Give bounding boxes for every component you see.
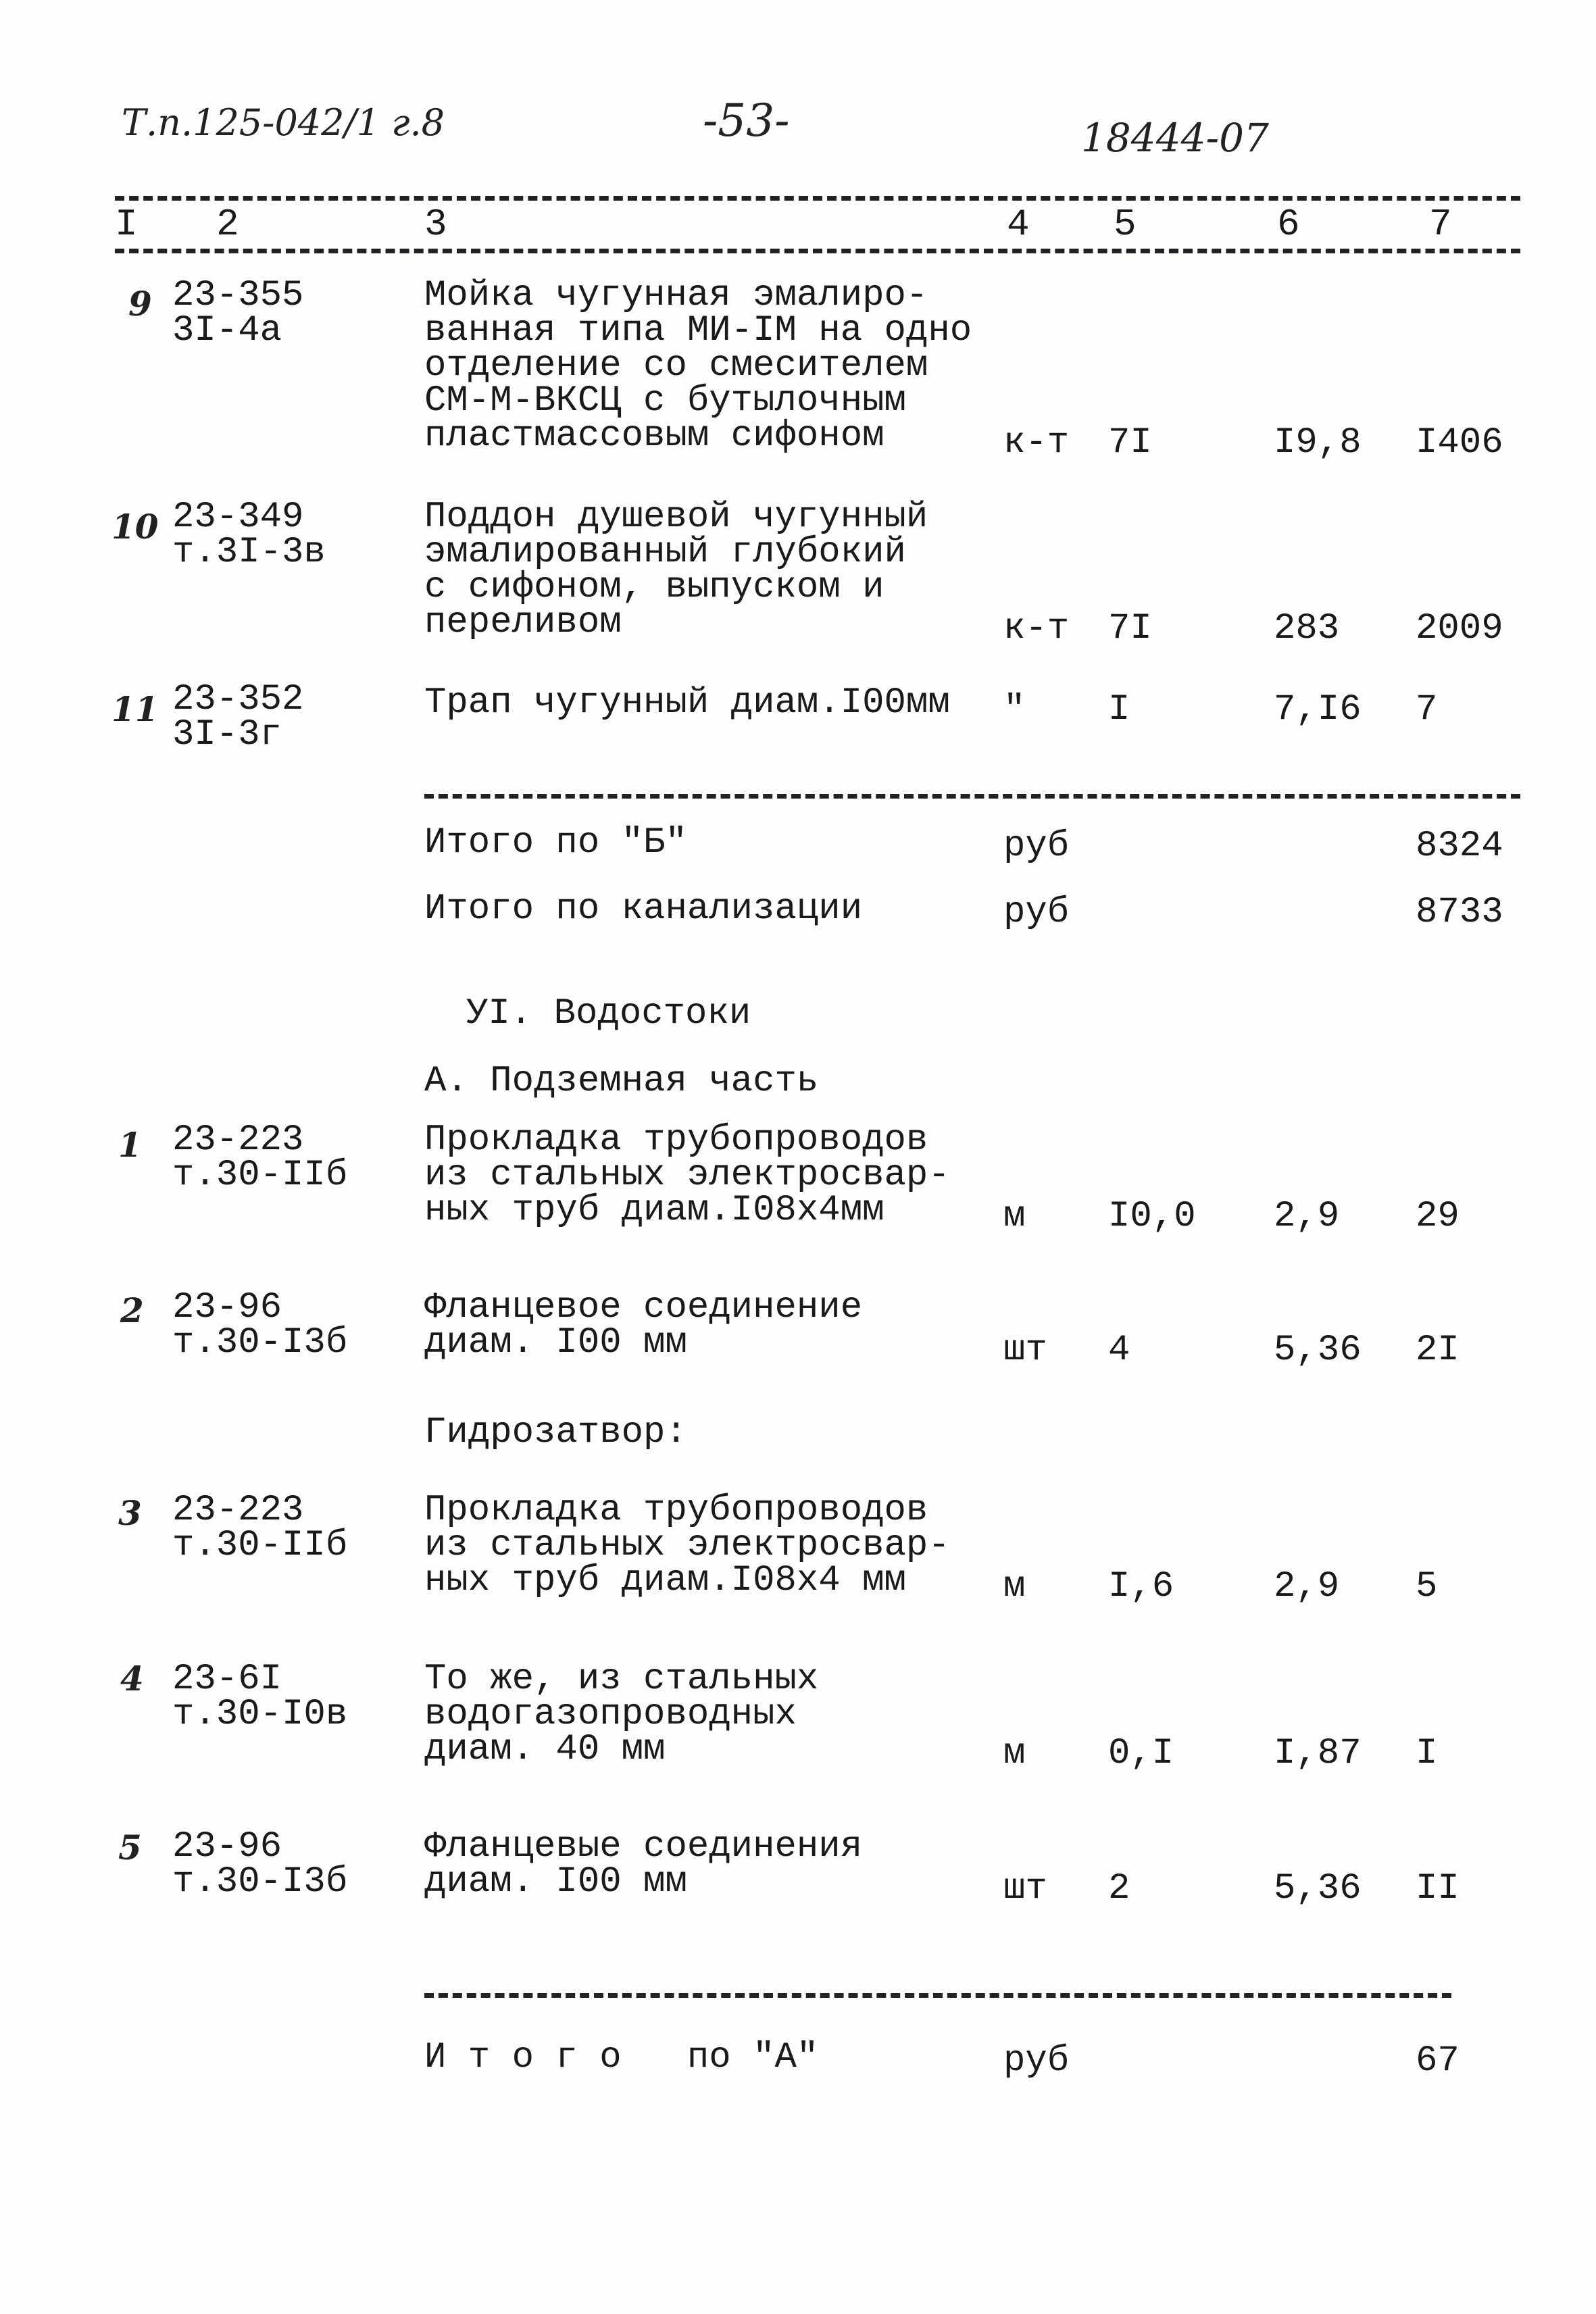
unit: м [1003,1196,1026,1237]
unit-price: 2,9 [1274,1566,1340,1607]
section-heading: УI. Водостоки [466,993,751,1034]
unit-price: 5,36 [1274,1868,1362,1909]
quantity: I,6 [1108,1566,1174,1607]
norm-code: 23-96 т.30-I3б [172,1287,348,1363]
col-1: I [115,203,138,246]
total-value: 8733 [1416,892,1503,933]
norm-code: 23-349 т.3I-3в [172,497,326,573]
row-number: 10 [111,507,159,547]
norm-code: 23-96 т.30-I3б [172,1826,348,1903]
total-unit: руб [1003,2040,1070,2082]
norm-code: 23-223 т.30-IIб [172,1120,348,1196]
unit: м [1003,1733,1026,1774]
item-description: Поддон душевой чугунный эмалированный глубокий с сифоном, выпуском и переливом [424,497,928,643]
row-number: 5 [118,1828,142,1867]
item-description: Прокладка трубопроводов из стальных электросвар- ных труб диам.I08х4мм [424,1120,950,1231]
row-number: 2 [120,1290,144,1330]
unit-price: 2,9 [1274,1196,1340,1237]
document-number: Т.п.125-042/1 г.8 [122,101,445,144]
reference-number: 18444-07 [1081,115,1269,161]
unit-price: 7,I6 [1274,689,1362,730]
total-cost: II [1416,1868,1460,1909]
unit: шт [1003,1330,1047,1371]
norm-code: 23-6I т.30-I0в [172,1659,348,1735]
header-bottom-rule [115,249,1520,253]
total-value: 67 [1416,2040,1460,2082]
col-5: 5 [1114,203,1137,246]
total-label: И т о г о по "А" [424,2037,819,2078]
total-label: Итого по канализации [424,888,863,930]
unit: к-т [1003,422,1070,463]
total-cost: 7 [1416,689,1438,730]
total-value: 8324 [1416,826,1503,867]
unit: шт [1003,1868,1047,1909]
unit-price: 283 [1274,608,1340,649]
page-number: -53- [703,95,790,147]
total-cost: I406 [1416,422,1503,463]
item-description: Прокладка трубопроводов из стальных электросвар- ных труб диам.I08х4 мм [424,1490,950,1601]
row-number: 9 [128,284,152,324]
total-a-rule [424,1993,1451,1998]
row-number: 4 [120,1659,144,1699]
subsection-heading: А. Подземная часть [424,1061,819,1102]
col-2: 2 [216,203,239,246]
quantity: 7I [1108,608,1152,649]
norm-code: 23-223 т.30-IIб [172,1490,348,1566]
total-cost: 2I [1416,1330,1460,1371]
item-description: Трап чугунный диам.I00мм [424,682,950,724]
item-description: То же, из стальных водогазопроводных диам. 40 мм [424,1659,819,1770]
col-6: 6 [1277,203,1300,246]
quantity: I [1108,689,1130,730]
item-description: Фланцевые соединения диам. I00 мм [424,1826,863,1903]
quantity: I0,0 [1108,1196,1196,1237]
hydroseal-heading: Гидрозатвор: [424,1412,687,1453]
unit-price: I,87 [1274,1733,1362,1774]
unit-price: 5,36 [1274,1330,1362,1371]
col-4: 4 [1007,203,1030,246]
col-7: 7 [1429,203,1452,246]
header-top-rule [115,196,1520,201]
unit-price: I9,8 [1274,422,1362,463]
row-number: 1 [118,1125,142,1165]
quantity: 7I [1108,422,1152,463]
row-number: 11 [111,689,159,729]
col-3: 3 [424,203,447,246]
total-cost: 29 [1416,1196,1460,1237]
item-description: Фланцевое соединение диам. I00 мм [424,1287,863,1363]
subtotal-rule [424,794,1520,799]
quantity: 0,I [1108,1733,1174,1774]
total-unit: руб [1003,892,1070,933]
quantity: 4 [1108,1330,1130,1371]
total-unit: руб [1003,826,1070,867]
unit: " [1003,689,1026,730]
row-number: 3 [118,1493,142,1533]
total-cost: I [1416,1733,1438,1774]
total-label: Итого по "Б" [424,822,687,863]
norm-code: 23-352 3I-3г [172,679,304,755]
total-cost: 5 [1416,1566,1438,1607]
total-cost: 2009 [1416,608,1503,649]
unit: к-т [1003,608,1070,649]
item-description: Мойка чугунная эмалиро- ванная типа МИ-IМ на одно отделение со смесителем СМ-М-ВКСЦ с бутылочным пластмассовым сифоном [424,275,972,457]
quantity: 2 [1108,1868,1130,1909]
unit: м [1003,1566,1026,1607]
norm-code: 23-355 3I-4a [172,275,304,351]
